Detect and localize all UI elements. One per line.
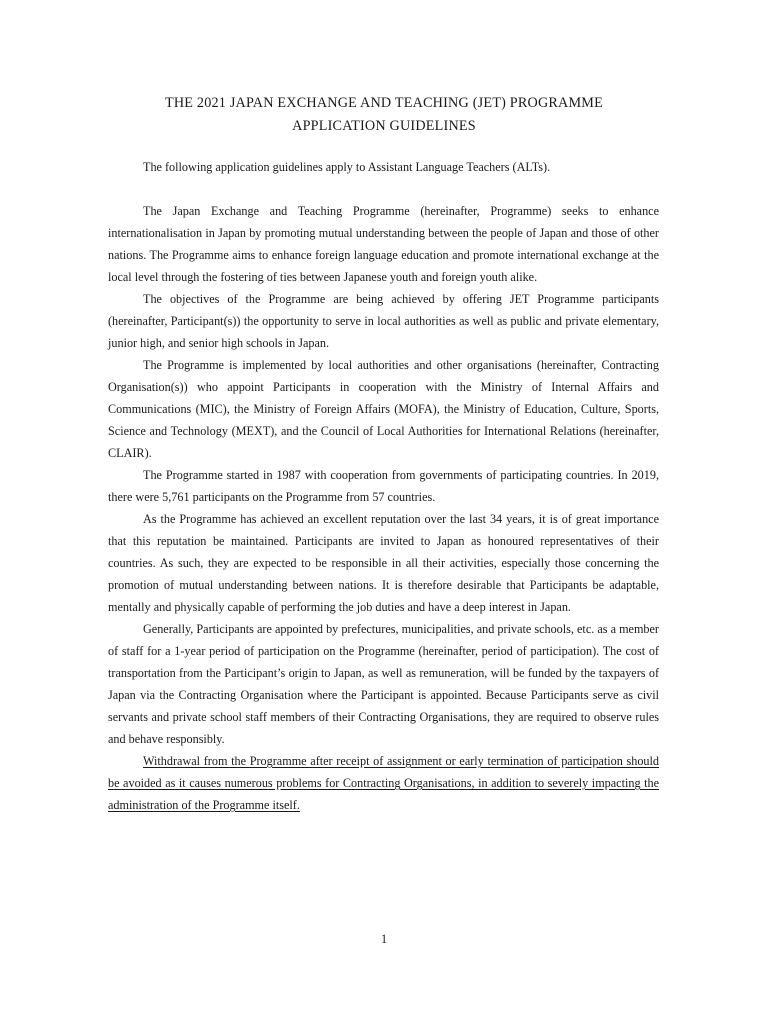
- title-line-2: APPLICATION GUIDELINES: [292, 118, 476, 134]
- document-body: [108, 200, 659, 816]
- page-number: 1: [380, 932, 388, 946]
- paragraph-appointment: Generally, Participants are appointed by prefectures, municipalities, and private schools, etc. as a member of staff for a 1-year period of participation on the Programme (hereinafter, period of participation). The cost of transportation from the Participant’s origin to Japan, as well as remuneration, will be funded by the taxpayers of Japan via the Contracting Organisation where the Participant is appointed. Because Participants serve as civil servants and private school staff members of their Contracting Organisations, they are required to observe rules and behave responsibly.: [108, 622, 659, 746]
- paragraph-withdrawal-warning: [108, 750, 659, 816]
- paragraph-reputation: As the Programme has achieved an excellent reputation over the last 34 years, it is of great importance that this reputation be maintained. Participants are invited to Japan as honoured representatives of their countries. As such, they are expected to be responsible in all their activities, especially those concerning the promotion of mutual understanding between nations. It is therefore desirable that Participants be adaptable, mentally and physically capable of performing the job duties and have a deep interest in Japan.: [108, 512, 659, 614]
- paragraph-programme-purpose: The Japan Exchange and Teaching Programme (hereinafter, Programme) seeks to enhance internationalisation in Japan by promoting mutual understanding between the people of Japan and those of other nations. The Programme aims to enhance foreign language education and promote international exchange at the local level through the fostering of ties between Japanese youth and foreign youth alike.: [108, 204, 659, 284]
- title-line-1: THE 2021 JAPAN EXCHANGE AND TEACHING (JET) PROGRAMME: [164, 95, 603, 111]
- paragraph-implementation: The Programme is implemented by local authorities and other organisations (hereinafter, Contracting Organisation(s)) who appoint Participants in cooperation with the Ministry of Internal Affairs and Communications (MIC), the Ministry of Foreign Affairs (MOFA), the Ministry of Education, Culture, Sports, Science and Technology (MEXT), and the Council of Local Authorities for International Relations (hereinafter, CLAIR).: [108, 358, 659, 460]
- withdrawal-warning-text: Withdrawal from the Programme after receipt of assignment or early termination of participation should be avoided as it causes numerous problems for Contracting Organisations, in addition to severely impacting the administration of the Programme itself.: [108, 754, 659, 812]
- paragraph-objectives: The objectives of the Programme are being achieved by offering JET Programme participants (hereinafter, Participant(s)) the opportunity to serve in local authorities as well as public and private elementary, junior high, and senior high schools in Japan.: [108, 292, 659, 350]
- document-title: [100, 92, 668, 138]
- paragraph-history: The Programme started in 1987 with cooperation from governments of participating countries. In 2019, there were 5,761 participants on the Programme from 57 countries.: [108, 468, 659, 504]
- intro-sentence: The following application guidelines apply to Assistant Language Teachers (ALTs).: [143, 160, 551, 174]
